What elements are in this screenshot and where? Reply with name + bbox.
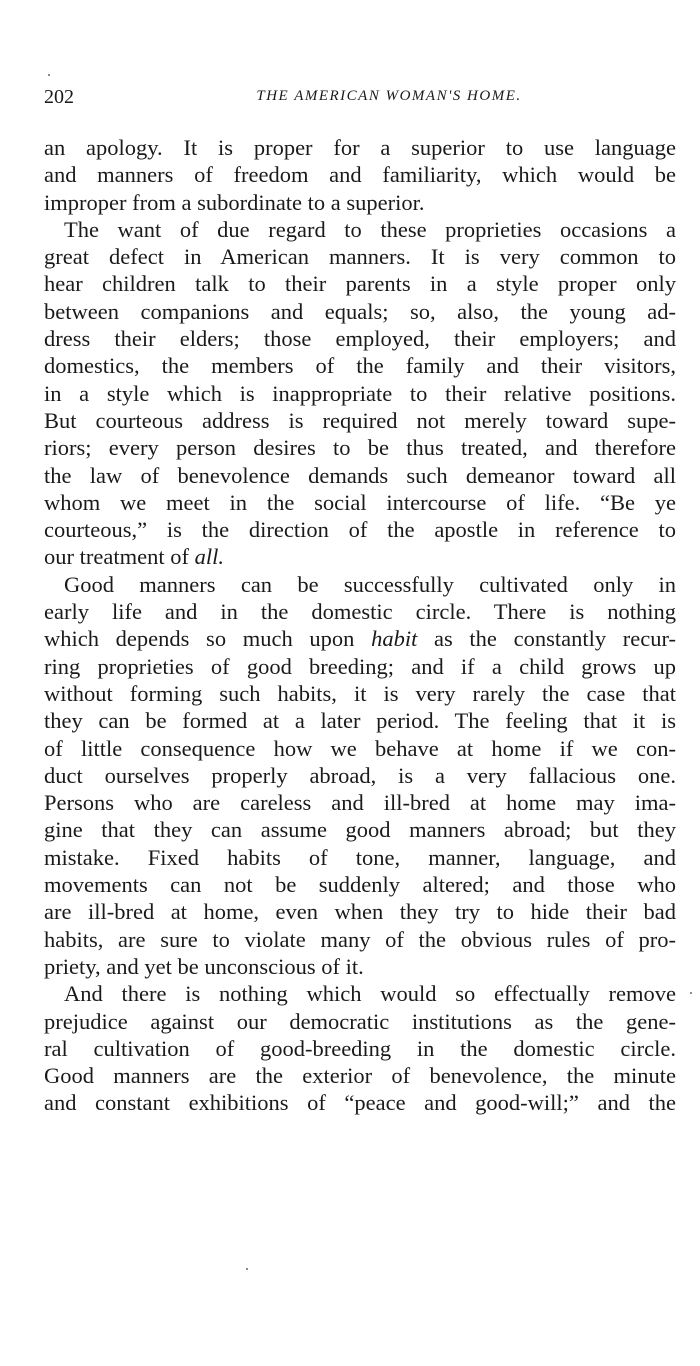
text-line: and constant exhibitions of “peace and good-will;” and the	[44, 1090, 676, 1116]
text-line: Good manners can be successfully cultivated only in	[64, 571, 676, 597]
text-line: Good manners are the exterior of benevolence, the minute	[44, 1063, 676, 1089]
text-line: riors; every person desires to be thus treated, and therefore	[44, 435, 676, 461]
paragraph	[44, 134, 676, 216]
text-line: ral cultivation of good-breeding in the domestic circle.	[44, 1035, 676, 1061]
text-line: without forming such habits, it is very rarely the case that	[44, 680, 676, 706]
text-line: they can be formed at a later period. The feeling that it is	[44, 708, 676, 734]
text-line: early life and in the domestic circle. There is nothing	[44, 599, 676, 625]
page-number: 202	[44, 86, 74, 108]
emphasized-word: habit	[371, 626, 418, 652]
text-line: duct ourselves properly abroad, is a very fallacious one.	[44, 762, 676, 788]
body-text	[44, 134, 676, 1117]
emphasized-word: all.	[194, 544, 224, 570]
print-speck	[48, 74, 50, 76]
text-line: hear children talk to their parents in a style proper only	[44, 271, 676, 297]
text-line: And there is nothing which would so effectually remove	[64, 981, 676, 1007]
text-run: as the constantly recur-	[417, 626, 676, 652]
text-line: ring proprieties of good breeding; and if a child grows up	[44, 653, 676, 679]
text-line: priety, and yet be unconscious of it.	[44, 953, 364, 979]
text-line: dress their elders; those employed, their employers; and	[44, 326, 676, 352]
paragraph	[44, 216, 676, 571]
text-line: But courteous address is required not merely toward supe-	[44, 407, 676, 433]
text-line: and manners of freedom and familiarity, which would be	[44, 162, 676, 188]
page-header	[44, 86, 674, 114]
text-run: which depends so much upon	[44, 626, 372, 652]
text-line	[44, 543, 676, 570]
text-line: habits, are sure to violate many of the obvious rules of pro-	[44, 926, 676, 952]
running-title: THE AMERICAN WOMAN'S HOME.	[256, 88, 522, 104]
text-line: great defect in American manners. It is very common to	[44, 244, 676, 270]
text-line: an apology. It is proper for a superior to use language	[44, 135, 676, 160]
text-line: domestics, the members of the family and their visitors,	[44, 353, 676, 379]
text-line: between companions and equals; so, also, the young ad-	[44, 298, 676, 324]
text-line: courteous,” is the direction of the apostle in reference to	[44, 517, 676, 543]
text-line: gine that they can assume good manners abroad; but they	[44, 817, 676, 843]
paragraph	[44, 571, 676, 980]
text-line: prejudice against our democratic institutions as the gene-	[44, 1008, 676, 1034]
text-line: movements can not be suddenly altered; and those who	[44, 872, 676, 898]
text-run: our treatment of	[44, 544, 195, 570]
text-line: The want of due regard to these proprieties occasions a	[64, 216, 676, 242]
text-line: of little consequence how we behave at home if we con-	[44, 735, 676, 761]
text-line: in a style which is inappropriate to their relative positions.	[44, 380, 676, 406]
print-speck	[246, 1268, 248, 1270]
text-line	[44, 625, 676, 652]
paragraph	[44, 980, 676, 1116]
text-line: mistake. Fixed habits of tone, manner, language, and	[44, 844, 676, 870]
text-line: whom we meet in the social intercourse of life. “Be ye	[44, 489, 676, 515]
print-speck	[690, 992, 692, 994]
text-line: Persons who are careless and ill-bred at home may ima-	[44, 790, 676, 816]
text-line: improper from a subordinate to a superior.	[44, 189, 425, 215]
text-line: are ill-bred at home, even when they try to hide their bad	[44, 899, 676, 925]
text-line: the law of benevolence demands such demeanor toward all	[44, 462, 676, 488]
